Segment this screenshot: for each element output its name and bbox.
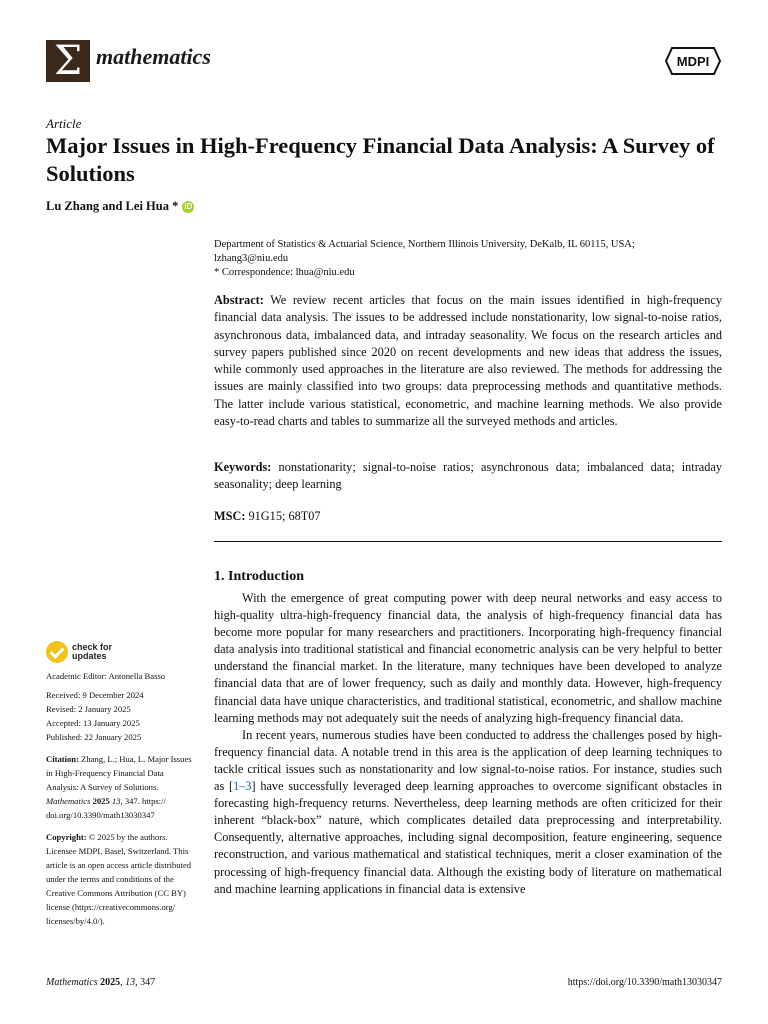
abstract xyxy=(214,292,722,430)
citation-page: 347. xyxy=(124,796,140,806)
check-line-1: check for xyxy=(72,641,113,652)
journal-logo-icon: Σ xyxy=(46,40,90,82)
author-names: Lu Zhang and Lei Hua * xyxy=(46,199,179,213)
footer-volume: 13 xyxy=(125,977,136,988)
copyright-text: © 2025 by the authors. Licensee MDPI, Basel, Switzerland. This article is an open access article distributed under the terms and conditions of the Creative Commons Attribution (CC BY) license (https://creativecommons.org/ licenses/by/4.0/). xyxy=(46,832,192,926)
footer-journal: Mathematics xyxy=(46,977,98,988)
article-type: Article xyxy=(46,116,82,131)
paragraph-2-start: In recent years, numerous studies have been conducted to address the challenges posed by high-frequency financial data. A notable trend in this area is the application of deep learning techniques to tackle critical issues such as nonstationarity and low signal-to-noise ratios. For instance, studies such as [ xyxy=(214,727,722,794)
affiliation xyxy=(214,238,724,280)
journal-name: mathematics xyxy=(96,44,211,69)
citation-label: Citation: xyxy=(46,754,79,764)
footer-doi[interactable]: https://doi.org/10.3390/math13030347 xyxy=(567,977,722,988)
mdpi-logo-text: MDPI xyxy=(676,54,710,69)
copyright-block xyxy=(46,830,196,928)
citation-year: 2025 xyxy=(92,796,110,806)
published-date: Published: 22 January 2025 xyxy=(46,732,142,742)
academic-editor: Academic Editor: Antonella Basso xyxy=(46,671,166,681)
check-line-2: updates xyxy=(72,651,107,661)
citation-block xyxy=(46,752,196,822)
footer-citation: Mathematics 2025, 13, 347 xyxy=(46,977,156,988)
accepted-date: Accepted: 13 January 2025 xyxy=(46,718,140,728)
copyright-label: Copyright: xyxy=(46,832,87,842)
citation-volume: 13, xyxy=(111,796,123,806)
citation-link[interactable]: 1–3 xyxy=(233,779,252,794)
footer-page: 347 xyxy=(140,977,156,988)
paragraph-1: With the emergence of great computing power with deep neural networks and easy access to high-quality ultra-high-frequency financial data, the analysis of high-frequency financial data has become more popular for many researchers and practitioners. Incorporating high-frequency financial data analysis into traditional statistical and financial econometric analysis can be very helpful to better understand the financial market. In the literature, many techniques have been developed to analyze financial data that are of lower frequency, such as daily and monthly data. However, high-frequency financial data have unique characteristics, and traditional statistical, econometric, and shallow machine learning methods may not adequately suit the needs of analyzing high-frequency financial data. xyxy=(214,591,722,725)
paragraph-2 xyxy=(214,727,722,898)
orcid-icon[interactable]: iD xyxy=(184,201,193,211)
affiliation-email[interactable]: lzhang3@niu.edu xyxy=(214,253,289,264)
abstract-text: We review recent articles that focus on the main issues identified in high-frequency financial data analysis. The issues to be addressed include nonstationarity, low signal-to-noise ratios, asynchronous data, imbalanced data, and intraday seasonality. We focus on the research articles and survey papers published since 2020 on recent developments and new ideas that address the issues, while commonly used approaches in the literature are also reviewed. The methods for addressing the issues are mainly classified into two groups: data preprocessing methods and quantitative methods. The latter include various statistical, econometric, and machine learning methods. We also provide easy-to-read charts and tables to summarize all the surveyed methods and articles. xyxy=(214,293,722,429)
msc xyxy=(214,509,321,524)
received-date: Received: 9 December 2024 xyxy=(46,690,144,700)
abstract-label: Abstract: xyxy=(214,293,264,307)
dates xyxy=(46,688,196,744)
check-for-updates-button[interactable] xyxy=(46,641,112,663)
citation-doi[interactable]: https:// doi.org/10.3390/math13030347 xyxy=(46,796,166,820)
citation-journal: Mathematics xyxy=(46,796,91,806)
keywords-text: nonstationarity; signal-to-noise ratios; asynchronous data; imbalanced data; intraday seasonality; deep learning xyxy=(214,460,722,492)
check-icon xyxy=(46,641,68,663)
authors xyxy=(46,199,194,214)
divider xyxy=(214,541,722,542)
mdpi-logo-icon xyxy=(664,46,722,76)
affiliation-line: Department of Statistics & Actuarial Science, Northern Illinois University, DeKalb, IL 60115, USA; xyxy=(214,239,635,250)
msc-text: 91G15; 68T07 xyxy=(248,509,321,523)
section-body xyxy=(214,590,722,898)
revised-date: Revised: 2 January 2025 xyxy=(46,704,131,714)
keywords xyxy=(214,459,722,494)
msc-label: MSC: xyxy=(214,509,246,523)
keywords-label: Keywords: xyxy=(214,460,272,474)
section-title: 1. Introduction xyxy=(214,569,304,584)
citation-text: Zhang, L.; Hua, L. Major Issues in High-Frequency Financial Data Analysis: A Survey of Solutions. xyxy=(46,754,192,792)
footer-year: 2025 xyxy=(100,977,121,988)
article-title: Major Issues in High-Frequency Financial Data Analysis: A Survey of Solutions xyxy=(46,133,715,186)
correspondence: * Correspondence: lhua@niu.edu xyxy=(214,267,355,278)
paragraph-2-end: ] have successfully leveraged deep learning approaches to overcome significant obstacles in forecasting high-frequency returns. Nevertheless, deep learning methods are often criticized for their inherent “black-box” nature, which complicates detailed data preprocessing and interpretability. Consequently, alternative approaches, including signal decomposition, feature engineering, sequence reconstruction, and various mathematical and statistical techniques, merit a closer examination of the processing of high-frequency financial data. Although the existing body of literature on mathematical and machine learning applications in financial data is extensive xyxy=(214,779,722,896)
